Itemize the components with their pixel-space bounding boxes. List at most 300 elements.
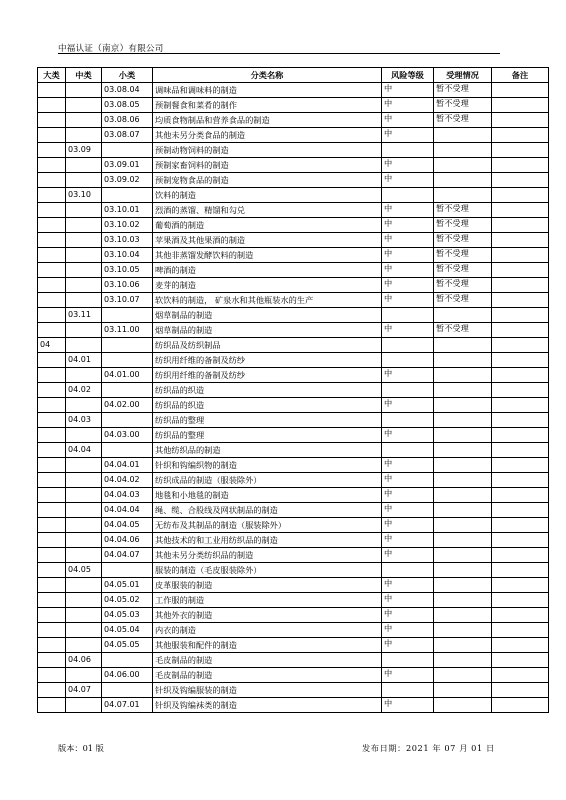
cell-major xyxy=(38,128,66,143)
cell-medium xyxy=(66,593,102,608)
cell-major xyxy=(38,638,66,653)
cell-minor: 03.10.02 xyxy=(102,218,153,233)
cell-name: 预制餐食和菜肴的制作 xyxy=(153,98,382,113)
cell-major xyxy=(38,443,66,458)
table-row xyxy=(38,593,549,608)
col-header-name: 分类名称 xyxy=(153,68,382,83)
table-row xyxy=(38,638,549,653)
cell-name: 烟草制品的制造 xyxy=(153,323,382,338)
cell-major xyxy=(38,353,66,368)
cell-remarks xyxy=(492,518,549,533)
cell-name: 地毯和小地毯的制造 xyxy=(153,488,382,503)
cell-major xyxy=(38,593,66,608)
cell-medium xyxy=(66,488,102,503)
cell-acceptance xyxy=(434,338,492,353)
cell-name: 纺织品及纺织制品 xyxy=(153,338,382,353)
table-row xyxy=(38,653,549,668)
table-row xyxy=(38,683,549,698)
cell-risk: 中 xyxy=(382,698,434,713)
cell-risk: 中 xyxy=(382,488,434,503)
cell-acceptance xyxy=(434,668,492,683)
cell-medium xyxy=(66,128,102,143)
classification-table xyxy=(37,67,549,713)
cell-major xyxy=(38,98,66,113)
cell-acceptance: 暂不受理 xyxy=(434,218,492,233)
cell-major xyxy=(38,608,66,623)
cell-remarks xyxy=(492,548,549,563)
cell-major xyxy=(38,428,66,443)
cell-name: 葡萄酒的制造 xyxy=(153,218,382,233)
cell-risk xyxy=(382,563,434,578)
cell-medium xyxy=(66,518,102,533)
cell-remarks xyxy=(492,203,549,218)
cell-minor xyxy=(102,353,153,368)
version-label: 版本：01 版 xyxy=(58,743,104,753)
cell-risk: 中 xyxy=(382,638,434,653)
cell-major xyxy=(38,563,66,578)
cell-acceptance xyxy=(434,593,492,608)
cell-medium: 04.06 xyxy=(66,653,102,668)
cell-risk: 中 xyxy=(382,503,434,518)
cell-acceptance xyxy=(434,443,492,458)
cell-minor xyxy=(102,308,153,323)
table-body xyxy=(38,83,549,713)
cell-name: 其他未另分类食品的制造 xyxy=(153,128,382,143)
cell-minor: 03.08.04 xyxy=(102,83,153,98)
cell-remarks xyxy=(492,218,549,233)
table-row xyxy=(38,503,549,518)
cell-remarks xyxy=(492,173,549,188)
cell-medium: 04.04 xyxy=(66,443,102,458)
cell-name: 工作服的制造 xyxy=(153,593,382,608)
cell-major xyxy=(38,653,66,668)
cell-remarks xyxy=(492,98,549,113)
cell-remarks xyxy=(492,473,549,488)
cell-minor: 04.03.00 xyxy=(102,428,153,443)
cell-acceptance: 暂不受理 xyxy=(434,278,492,293)
cell-medium xyxy=(66,638,102,653)
cell-risk: 中 xyxy=(382,263,434,278)
cell-medium xyxy=(66,668,102,683)
cell-major xyxy=(38,203,66,218)
cell-remarks xyxy=(492,158,549,173)
cell-acceptance xyxy=(434,413,492,428)
cell-risk: 中 xyxy=(382,518,434,533)
cell-remarks xyxy=(492,113,549,128)
table-row xyxy=(38,143,549,158)
table-row xyxy=(38,308,549,323)
cell-medium xyxy=(66,428,102,443)
cell-name: 啤酒的制造 xyxy=(153,263,382,278)
cell-remarks xyxy=(492,143,549,158)
cell-acceptance xyxy=(434,398,492,413)
cell-acceptance: 暂不受理 xyxy=(434,98,492,113)
cell-minor: 03.10.06 xyxy=(102,278,153,293)
cell-risk: 中 xyxy=(382,533,434,548)
cell-medium xyxy=(66,608,102,623)
cell-medium xyxy=(66,113,102,128)
table-row xyxy=(38,443,549,458)
cell-risk: 中 xyxy=(382,203,434,218)
cell-risk: 中 xyxy=(382,548,434,563)
cell-risk: 中 xyxy=(382,323,434,338)
cell-remarks xyxy=(492,503,549,518)
cell-name: 均质食物制品和营养食品的制造 xyxy=(153,113,382,128)
cell-minor: 04.04.06 xyxy=(102,533,153,548)
table-row xyxy=(38,338,549,353)
cell-major xyxy=(38,473,66,488)
cell-major xyxy=(38,668,66,683)
table-row xyxy=(38,188,549,203)
table-row xyxy=(38,518,549,533)
cell-medium: 03.10 xyxy=(66,188,102,203)
cell-major xyxy=(38,458,66,473)
cell-name: 针织及钩编袜类的制造 xyxy=(153,698,382,713)
cell-minor: 04.05.01 xyxy=(102,578,153,593)
cell-remarks xyxy=(492,443,549,458)
cell-name: 预制动物饲料的制造 xyxy=(153,143,382,158)
cell-acceptance xyxy=(434,608,492,623)
cell-medium: 04.01 xyxy=(66,353,102,368)
cell-name: 服装的制造（毛皮服装除外） xyxy=(153,563,382,578)
cell-acceptance xyxy=(434,683,492,698)
cell-name: 其他纺织品的制造 xyxy=(153,443,382,458)
col-header-major: 大类 xyxy=(38,68,66,83)
cell-medium xyxy=(66,323,102,338)
cell-name: 纺织品的织造 xyxy=(153,398,382,413)
table-row xyxy=(38,218,549,233)
cell-major xyxy=(38,293,66,308)
cell-major xyxy=(38,698,66,713)
table-row xyxy=(38,623,549,638)
cell-major xyxy=(38,533,66,548)
cell-remarks xyxy=(492,578,549,593)
cell-risk xyxy=(382,413,434,428)
cell-major xyxy=(38,173,66,188)
cell-major xyxy=(38,413,66,428)
cell-minor: 04.07.01 xyxy=(102,698,153,713)
company-header: 中福认证（南京）有限公司 xyxy=(58,44,164,54)
cell-minor: 04.01.00 xyxy=(102,368,153,383)
cell-minor xyxy=(102,563,153,578)
cell-risk xyxy=(382,443,434,458)
cell-medium xyxy=(66,248,102,263)
cell-medium: 04.07 xyxy=(66,683,102,698)
col-header-acceptance: 受理情况 xyxy=(434,68,492,83)
cell-acceptance: 暂不受理 xyxy=(434,248,492,263)
table-row xyxy=(38,563,549,578)
table-row xyxy=(38,458,549,473)
cell-remarks xyxy=(492,563,549,578)
cell-acceptance xyxy=(434,143,492,158)
table-row xyxy=(38,233,549,248)
cell-remarks xyxy=(492,233,549,248)
cell-remarks xyxy=(492,353,549,368)
cell-name: 麦芽的制造 xyxy=(153,278,382,293)
cell-remarks xyxy=(492,593,549,608)
cell-major xyxy=(38,218,66,233)
cell-minor: 03.10.01 xyxy=(102,203,153,218)
cell-major xyxy=(38,323,66,338)
cell-major xyxy=(38,398,66,413)
cell-risk: 中 xyxy=(382,293,434,308)
table-row xyxy=(38,368,549,383)
cell-acceptance: 暂不受理 xyxy=(434,323,492,338)
cell-acceptance xyxy=(434,548,492,563)
cell-risk: 中 xyxy=(382,83,434,98)
cell-remarks xyxy=(492,698,549,713)
cell-major xyxy=(38,578,66,593)
table-row xyxy=(38,83,549,98)
cell-risk: 中 xyxy=(382,173,434,188)
cell-risk: 中 xyxy=(382,668,434,683)
cell-name: 其他非蒸馏发酵饮料的制造 xyxy=(153,248,382,263)
cell-acceptance: 暂不受理 xyxy=(434,233,492,248)
cell-major xyxy=(38,158,66,173)
cell-medium xyxy=(66,578,102,593)
cell-name: 纺织成品的制造（服装除外） xyxy=(153,473,382,488)
cell-minor: 03.08.05 xyxy=(102,98,153,113)
cell-name: 软饮料的制造， 矿泉水和其他瓶装水的生产 xyxy=(153,293,382,308)
cell-major xyxy=(38,488,66,503)
table-row xyxy=(38,248,549,263)
cell-risk: 中 xyxy=(382,278,434,293)
cell-remarks xyxy=(492,413,549,428)
cell-acceptance xyxy=(434,653,492,668)
cell-minor: 03.09.01 xyxy=(102,158,153,173)
cell-risk: 中 xyxy=(382,623,434,638)
cell-acceptance xyxy=(434,503,492,518)
cell-minor xyxy=(102,683,153,698)
cell-major xyxy=(38,383,66,398)
table-row xyxy=(38,533,549,548)
cell-remarks xyxy=(492,638,549,653)
cell-major xyxy=(38,233,66,248)
cell-minor xyxy=(102,383,153,398)
cell-name: 纺织品的整理 xyxy=(153,428,382,443)
cell-minor xyxy=(102,338,153,353)
cell-minor xyxy=(102,188,153,203)
table-row xyxy=(38,668,549,683)
cell-remarks xyxy=(492,128,549,143)
cell-name: 饮料的制造 xyxy=(153,188,382,203)
table-row xyxy=(38,203,549,218)
cell-remarks xyxy=(492,188,549,203)
cell-major xyxy=(38,548,66,563)
cell-acceptance: 暂不受理 xyxy=(434,263,492,278)
table-row xyxy=(38,608,549,623)
cell-minor: 04.04.05 xyxy=(102,518,153,533)
cell-name: 针织及钩编服装的制造 xyxy=(153,683,382,698)
header-rule xyxy=(58,53,500,54)
table-row xyxy=(38,413,549,428)
cell-remarks xyxy=(492,398,549,413)
cell-major xyxy=(38,368,66,383)
cell-acceptance: 暂不受理 xyxy=(434,83,492,98)
cell-remarks xyxy=(492,338,549,353)
table-row xyxy=(38,473,549,488)
cell-acceptance xyxy=(434,473,492,488)
cell-risk xyxy=(382,338,434,353)
cell-name: 绳、缆、合股线及网状制品的制造 xyxy=(153,503,382,518)
table-row xyxy=(38,128,549,143)
cell-minor xyxy=(102,653,153,668)
cell-remarks xyxy=(492,458,549,473)
cell-major xyxy=(38,113,66,128)
cell-medium xyxy=(66,98,102,113)
cell-remarks xyxy=(492,653,549,668)
cell-name: 针织和钩编织物的制造 xyxy=(153,458,382,473)
cell-medium: 04.02 xyxy=(66,383,102,398)
cell-minor: 03.10.03 xyxy=(102,233,153,248)
cell-minor: 03.10.05 xyxy=(102,263,153,278)
cell-acceptance: 暂不受理 xyxy=(434,113,492,128)
cell-acceptance: 暂不受理 xyxy=(434,203,492,218)
cell-name: 烈酒的蒸馏、精馏和勾兑 xyxy=(153,203,382,218)
table-row xyxy=(38,278,549,293)
cell-risk: 中 xyxy=(382,578,434,593)
table-row xyxy=(38,353,549,368)
table-row xyxy=(38,173,549,188)
table-row xyxy=(38,488,549,503)
cell-name: 内衣的制造 xyxy=(153,623,382,638)
cell-medium xyxy=(66,458,102,473)
cell-minor: 04.05.04 xyxy=(102,623,153,638)
table-row xyxy=(38,383,549,398)
cell-name: 预制宠物食品的制造 xyxy=(153,173,382,188)
cell-remarks xyxy=(492,428,549,443)
cell-medium xyxy=(66,293,102,308)
col-header-minor: 小类 xyxy=(102,68,153,83)
cell-remarks xyxy=(492,323,549,338)
cell-acceptance xyxy=(434,578,492,593)
cell-medium xyxy=(66,233,102,248)
cell-minor: 04.02.00 xyxy=(102,398,153,413)
cell-name: 苹果酒及其他果酒的制造 xyxy=(153,233,382,248)
cell-risk: 中 xyxy=(382,113,434,128)
cell-medium xyxy=(66,623,102,638)
cell-medium xyxy=(66,533,102,548)
cell-risk: 中 xyxy=(382,428,434,443)
cell-risk xyxy=(382,188,434,203)
cell-medium xyxy=(66,698,102,713)
cell-risk xyxy=(382,383,434,398)
cell-medium: 04.03 xyxy=(66,413,102,428)
cell-acceptance xyxy=(434,188,492,203)
cell-minor: 04.04.07 xyxy=(102,548,153,563)
cell-medium xyxy=(66,218,102,233)
cell-name: 其他服装和配件的制造 xyxy=(153,638,382,653)
cell-remarks xyxy=(492,278,549,293)
cell-major xyxy=(38,263,66,278)
cell-risk xyxy=(382,353,434,368)
cell-acceptance xyxy=(434,563,492,578)
cell-remarks xyxy=(492,488,549,503)
cell-major xyxy=(38,83,66,98)
cell-name: 纺织用纤维的备制及纺纱 xyxy=(153,368,382,383)
table-row xyxy=(38,323,549,338)
cell-risk: 中 xyxy=(382,368,434,383)
cell-acceptance xyxy=(434,173,492,188)
cell-risk: 中 xyxy=(382,218,434,233)
cell-minor: 04.05.02 xyxy=(102,593,153,608)
cell-major xyxy=(38,308,66,323)
cell-minor xyxy=(102,413,153,428)
cell-medium xyxy=(66,278,102,293)
cell-remarks xyxy=(492,683,549,698)
cell-remarks xyxy=(492,533,549,548)
col-header-risk: 风险等级 xyxy=(382,68,434,83)
cell-remarks xyxy=(492,383,549,398)
cell-risk: 中 xyxy=(382,248,434,263)
cell-name: 纺织品的整理 xyxy=(153,413,382,428)
cell-name: 调味品和调味料的制造 xyxy=(153,83,382,98)
cell-minor: 03.10.04 xyxy=(102,248,153,263)
cell-minor: 04.05.03 xyxy=(102,608,153,623)
cell-major xyxy=(38,683,66,698)
cell-medium xyxy=(66,338,102,353)
cell-major xyxy=(38,518,66,533)
cell-medium xyxy=(66,398,102,413)
cell-risk: 中 xyxy=(382,608,434,623)
cell-major xyxy=(38,143,66,158)
cell-name: 毛皮制品的制造 xyxy=(153,653,382,668)
cell-acceptance xyxy=(434,308,492,323)
table-row xyxy=(38,158,549,173)
cell-medium xyxy=(66,83,102,98)
cell-risk: 中 xyxy=(382,98,434,113)
table-row xyxy=(38,578,549,593)
cell-medium: 04.05 xyxy=(66,563,102,578)
cell-risk xyxy=(382,653,434,668)
cell-name: 纺织用纤维的备制及纺纱 xyxy=(153,353,382,368)
cell-acceptance xyxy=(434,158,492,173)
cell-risk xyxy=(382,143,434,158)
cell-name: 无纺布及其制品的制造（服装除外） xyxy=(153,518,382,533)
cell-name: 纺织品的织造 xyxy=(153,383,382,398)
cell-minor xyxy=(102,443,153,458)
cell-medium xyxy=(66,203,102,218)
cell-risk xyxy=(382,308,434,323)
table-row xyxy=(38,98,549,113)
cell-remarks xyxy=(492,293,549,308)
table-row xyxy=(38,263,549,278)
cell-name: 其他技术的和工业用纺织品的制造 xyxy=(153,533,382,548)
cell-risk: 中 xyxy=(382,593,434,608)
col-header-medium: 中类 xyxy=(66,68,102,83)
cell-minor: 04.05.05 xyxy=(102,638,153,653)
cell-major: 04 xyxy=(38,338,66,353)
cell-acceptance xyxy=(434,488,492,503)
table-row xyxy=(38,548,549,563)
cell-remarks xyxy=(492,668,549,683)
cell-minor: 04.04.04 xyxy=(102,503,153,518)
cell-remarks xyxy=(492,83,549,98)
cell-remarks xyxy=(492,623,549,638)
release-date-label: 发布日期：2021 年 07 月 01 日 xyxy=(362,743,495,753)
cell-risk: 中 xyxy=(382,473,434,488)
cell-minor: 03.10.07 xyxy=(102,293,153,308)
cell-acceptance xyxy=(434,128,492,143)
cell-minor: 03.11.00 xyxy=(102,323,153,338)
cell-minor: 04.04.03 xyxy=(102,488,153,503)
cell-minor xyxy=(102,143,153,158)
cell-acceptance xyxy=(434,518,492,533)
cell-medium xyxy=(66,548,102,563)
cell-risk: 中 xyxy=(382,233,434,248)
cell-name: 其他未另分类纺织品的制造 xyxy=(153,548,382,563)
table-row xyxy=(38,398,549,413)
